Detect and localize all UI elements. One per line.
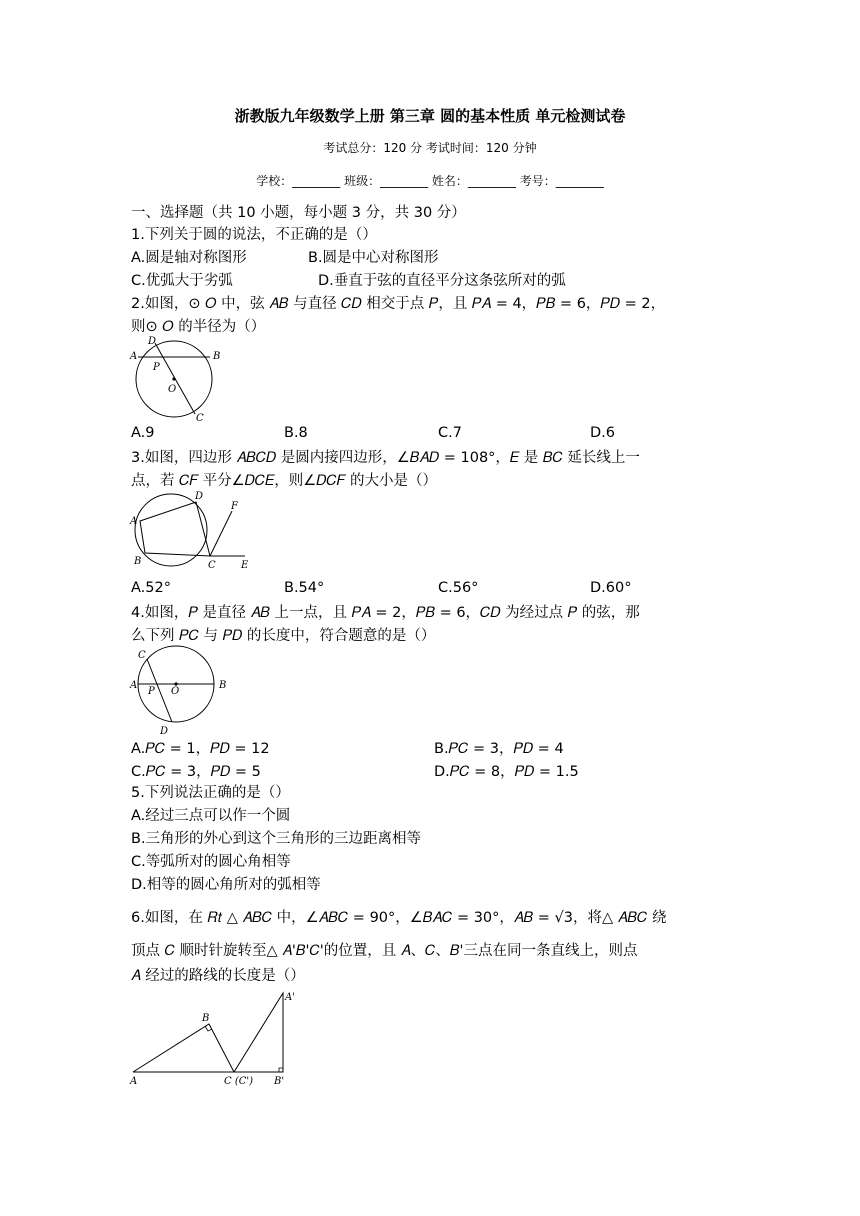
q6-label-a-prime: A' <box>285 992 295 1003</box>
q2-stem-line1: 2.如图，⊙ 𝑂 中，弦 𝐴𝐵 与直径 𝐶𝐷 相交于点 𝑃，且 𝑃𝐴 = 4，𝑃𝐵 = 6，𝑃𝐷 = 2， <box>131 296 666 312</box>
q3-label-c: C <box>208 560 216 571</box>
q6-label-a: A <box>130 1076 138 1087</box>
q3-label-d: D <box>195 491 204 502</box>
q6-stem-line2: 顶点 𝐶 顺时针旋转至△ 𝐴'𝐵'𝐶'的位置，且 𝐴、𝐶、𝐵'三点在同一条直线上，则点 <box>131 943 638 959</box>
q6-stem-line3: 𝐴 经过的路线的长度是（） <box>131 968 305 984</box>
student-fields: 学校：________ 班级：________ 姓名：________ 考号：________ <box>256 174 604 188</box>
q3-option-a: A.52° <box>131 580 171 596</box>
q2-label-b: B <box>213 351 221 362</box>
q3-figure <box>128 490 258 574</box>
page-title: 浙教版九年级数学上册 第三章 圆的基本性质 单元检测试卷 <box>234 107 626 125</box>
q5-option-a: A.经过三点可以作一个圆 <box>131 808 291 824</box>
q3-option-d: D.60° <box>590 580 632 596</box>
q2-label-c: C <box>196 413 204 424</box>
q2-label-a: A <box>130 351 138 362</box>
q4-label-d: D <box>160 726 169 737</box>
q4-label-b: B <box>219 680 227 691</box>
q2-option-d: D.6 <box>590 425 615 441</box>
q3-label-a: A <box>130 516 138 527</box>
q3-option-b: B.54° <box>284 580 325 596</box>
q2-label-d: D <box>148 336 157 347</box>
section-heading: 一、选择题（共 10 小题，每小题 3 分，共 30 分） <box>131 205 466 221</box>
q6-stem-line1: 6.如图，在 𝑅𝑡 △ 𝐴𝐵𝐶 中，∠𝐴𝐵𝐶 = 90°，∠𝐵𝐴𝐶 = 30°，𝐴𝐵 = √3，将△ 𝐴𝐵𝐶 绕 <box>131 910 667 926</box>
q2-label-o: O <box>168 384 177 395</box>
q3-label-f: F <box>231 501 238 512</box>
q5-option-d: D.相等的圆心角所对的弧相等 <box>131 877 321 893</box>
q6-label-b-prime: B' <box>274 1076 285 1087</box>
q3-option-c: C.56° <box>438 580 479 596</box>
q3-stem-line1: 3.如图，四边形 𝐴𝐵𝐶𝐷 是圆内接四边形，∠𝐵𝐴𝐷 = 108°，𝐸 是 𝐵𝐶 延长线上一 <box>131 450 640 466</box>
q6-label-c: C (C') <box>224 1076 254 1087</box>
q2-option-a: A.9 <box>131 425 155 441</box>
q4-label-a: A <box>130 680 138 691</box>
q5-stem: 5.下列说法正确的是（） <box>131 785 290 801</box>
q4-option-a: A.𝑃𝐶 = 1，𝑃𝐷 = 12 <box>131 741 270 757</box>
q4-stem-line1: 4.如图，𝑃 是直径 𝐴𝐵 上一点，且 𝑃𝐴 = 2，𝑃𝐵 = 6，𝐶𝐷 为经过点 𝑃 的弦，那 <box>131 605 640 621</box>
q2-figure <box>128 336 228 426</box>
q2-option-b: B.8 <box>284 425 308 441</box>
q4-figure <box>128 644 238 736</box>
q4-label-p: P <box>148 686 155 697</box>
exam-info: 考试总分：120 分 考试时间：120 分钟 <box>323 141 537 155</box>
q4-option-c: C.𝑃𝐶 = 3，𝑃𝐷 = 5 <box>131 764 261 780</box>
q1-stem: 1.下列关于圆的说法，不正确的是（） <box>131 227 377 243</box>
q1-option-d: D.垂直于弦的直径平分这条弦所对的弧 <box>318 273 566 289</box>
q4-label-c: C <box>138 650 146 661</box>
q2-label-p: P <box>153 362 160 373</box>
q2-stem-line2: 则⊙ 𝑂 的半径为（） <box>131 319 266 335</box>
q3-stem-line2: 点，若 𝐶𝐹 平分∠𝐷𝐶𝐸，则∠𝐷𝐶𝐹 的大小是（） <box>131 473 437 489</box>
q6-figure <box>128 988 308 1088</box>
q3-label-b: B <box>134 556 142 567</box>
q6-label-b: B <box>202 1013 210 1024</box>
q5-option-c: C.等弧所对的圆心角相等 <box>131 854 291 870</box>
q4-stem-line2: 么下列 𝑃𝐶 与 𝑃𝐷 的长度中，符合题意的是（） <box>131 628 436 644</box>
q2-option-c: C.7 <box>438 425 462 441</box>
q1-option-a: A.圆是轴对称图形 <box>131 250 247 266</box>
q5-option-b: B.三角形的外心到这个三角形的三边距离相等 <box>131 831 422 847</box>
q4-label-o: O <box>171 686 180 697</box>
q1-option-b: B.圆是中心对称图形 <box>308 250 439 266</box>
q1-option-c: C.优弧大于劣弧 <box>131 273 233 289</box>
q3-label-e: E <box>241 560 249 571</box>
q4-option-d: D.𝑃𝐶 = 8，𝑃𝐷 = 1.5 <box>434 764 579 780</box>
q4-option-b: B.𝑃𝐶 = 3，𝑃𝐷 = 4 <box>434 741 564 757</box>
